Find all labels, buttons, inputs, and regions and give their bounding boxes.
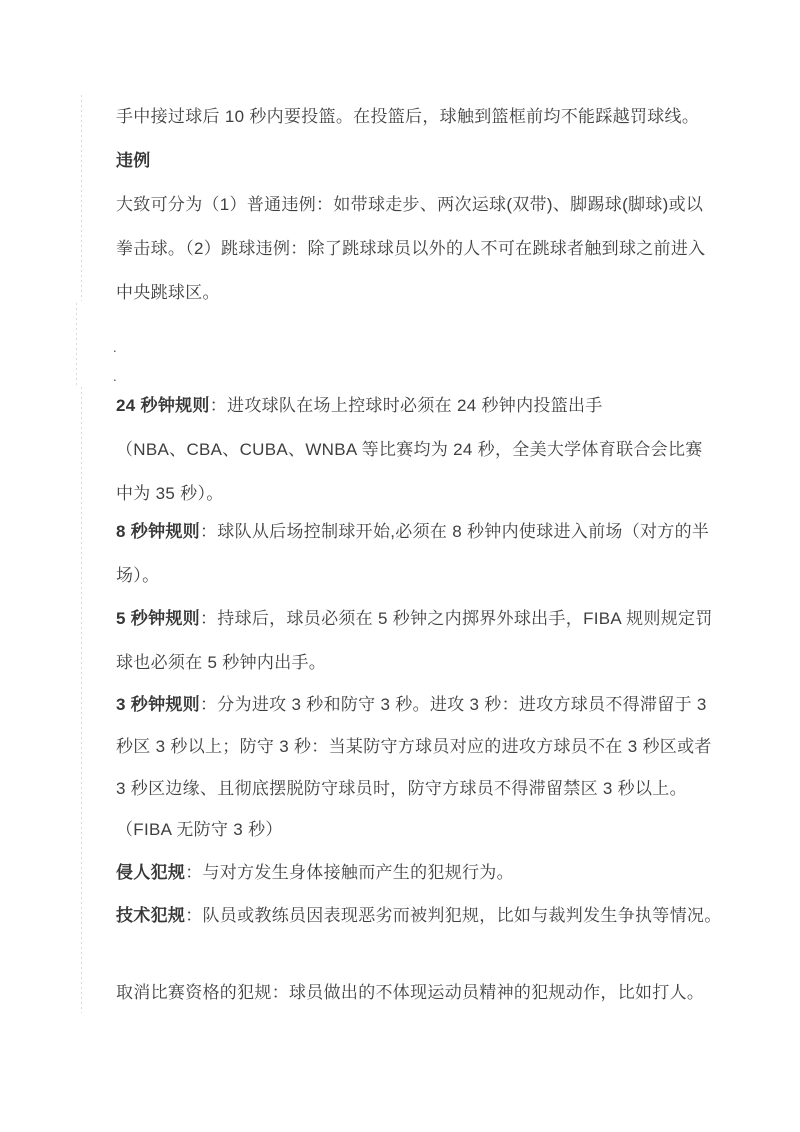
text-line: 侵人犯规：与对方发生身体接触而产生的犯规行为。 [116,863,514,882]
text-line: 3 秒钟规则：分为进攻 3 秒和防守 3 秒。进攻 3 秒：进攻方球员不得滞留于 3 [116,695,707,714]
text-line: 3 秒区边缘、且彻底摆脱防守球员时，防守方球员不得滞留禁区 3 秒以上。 [116,779,687,798]
text-line: 取消比赛资格的犯规：球员做出的不体现运动员精神的犯规动作，比如打人。 [116,983,705,1002]
text-line: 大致可分为（1）普通违例：如带球走步、两次运球(双带)、脚踢球(脚球)或以 [116,195,704,214]
text-line: 技术犯规：队员或教练员因表现恶劣而被判犯规，比如与裁判发生争执等情况。 [116,906,722,925]
bold-term: 3 秒钟规则 [116,695,200,714]
text-line: （FIBA 无防守 3 秒） [116,820,283,839]
text-line [116,149,716,173]
bold-term: 5 秒钟规则 [116,609,200,628]
bold-term: 24 秒钟规则 [116,396,210,415]
bold-term: 8 秒钟规则 [116,522,200,541]
text-line: 24 秒钟规则：进攻球队在场上控球时必须在 24 秒钟内投篮出手 [116,396,603,415]
text-line: 手中接过球后 10 秒内要投篮。在投篮后，球触到篮框前均不能踩越罚球线。 [116,107,700,126]
bold-term: 技术犯规 [116,906,186,925]
text-line: 场）。 [116,566,160,585]
text-line: 5 秒钟规则：持球后，球员必须在 5 秒钟之内掷界外球出手，FIBA 规则规定罚 [116,609,713,628]
text-line: 中央跳球区。 [116,283,220,302]
bold-term: 侵人犯规 [116,863,186,882]
text-line: 拳击球。（2）跳球违例：除了跳球球员以外的人不可在跳球者触到球之前进入 [116,239,706,258]
text-line: 球也必须在 5 秒钟内出手。 [116,653,327,672]
stray-period: . [113,369,117,384]
text-line: 中为 35 秒）。 [116,484,224,503]
text-boundary-dashed-line-top [81,95,82,301]
stray-period: . [113,340,117,355]
page-break-dashed-line [76,303,77,387]
text-line: 秒区 3 秒以上；防守 3 秒：当某防守方球员对应的进攻方球员不在 3 秒区或者 [116,737,712,756]
text-line: （NBA、CBA、CUBA、WNBA 等比赛均为 24 秒，全美大学体育联合会比赛 [116,440,703,459]
text-boundary-dashed-line-bottom [81,387,82,1013]
bold-term: 违例 [116,151,151,170]
text-line: 8 秒钟规则：球队从后场控制球开始,必须在 8 秒钟内使球进入前场（对方的半 [116,522,710,541]
